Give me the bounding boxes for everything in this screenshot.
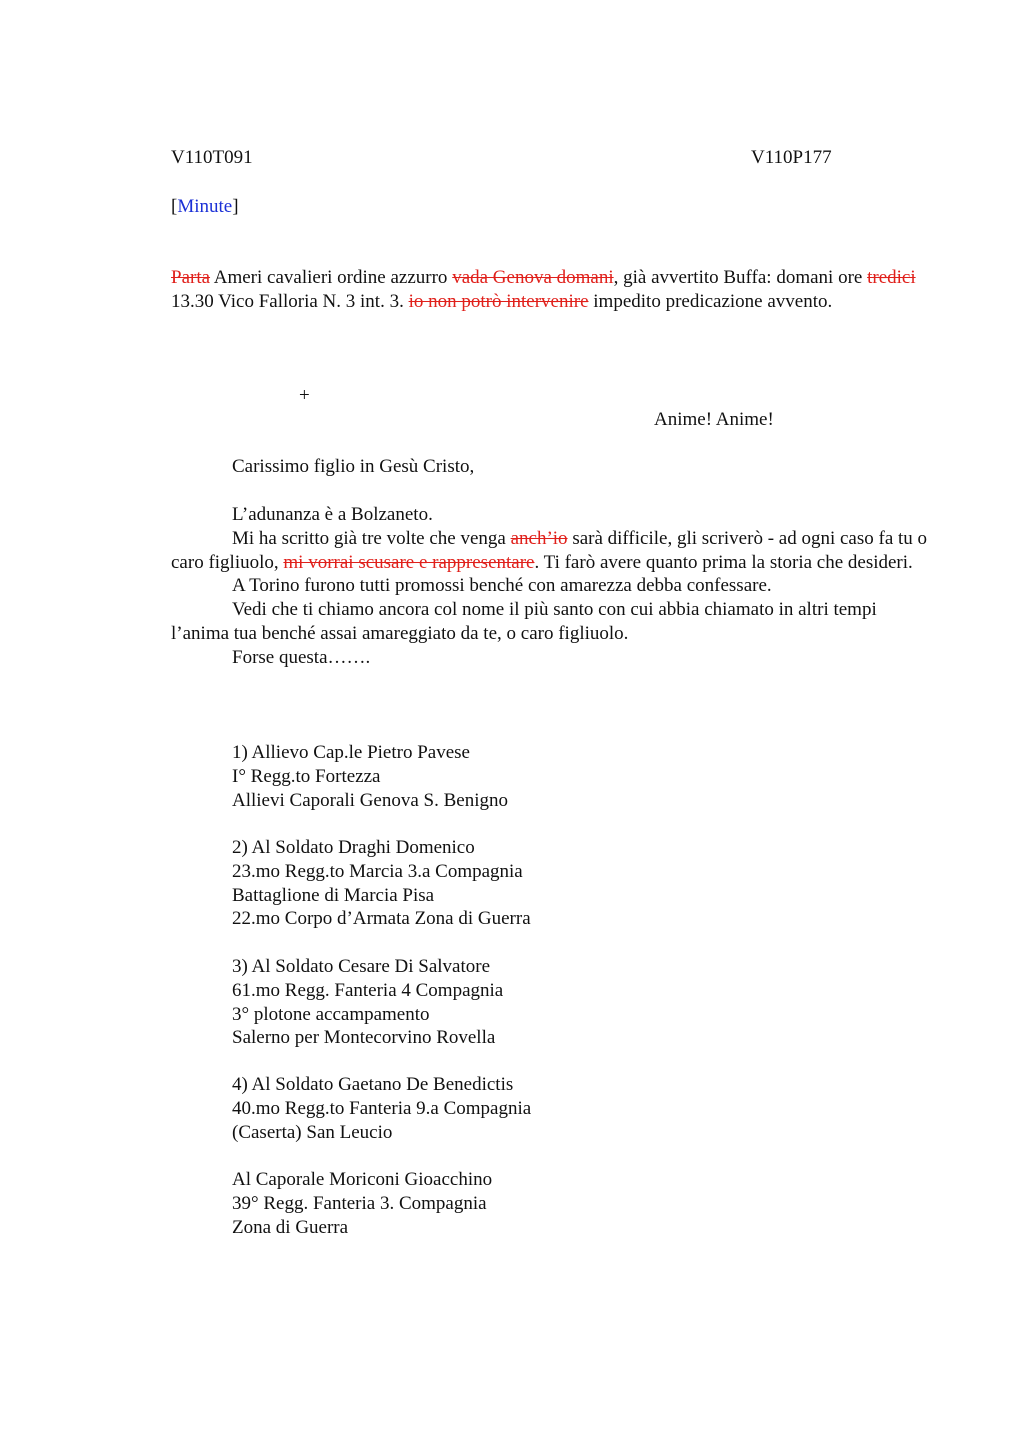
deleted-text: io non potrò intervenire	[408, 290, 589, 312]
bracket-open: [	[171, 196, 178, 217]
address-line: 1) Allievo Cap.le Pietro Pavese	[232, 742, 470, 763]
address-line: Zona di Guerra	[232, 1216, 349, 1238]
deleted-text: tredici	[867, 267, 916, 288]
address-line: 23.mo Regg.to Marcia 3.a Compagnia	[232, 860, 523, 882]
letter-text: Mi ha scritto già tre volte che venga	[232, 527, 511, 549]
address-line: Al Caporale Moriconi Gioacchino	[232, 1169, 493, 1190]
document-code-left: V110T091	[171, 147, 253, 168]
deleted-text: vada Genova domani	[452, 267, 614, 288]
address-line: 3) Al Soldato Cesare Di Salvatore	[232, 956, 491, 977]
telegram-text: , già avvertito Buffa: domani ore	[613, 267, 868, 288]
letter-paragraph: L’adunanza è a Bolzaneto.	[232, 504, 433, 525]
telegram-text: impedito predicazione avvento.	[588, 290, 833, 312]
address-line: Allievi Caporali Genova S. Benigno	[232, 789, 508, 811]
address-line: 2) Al Soldato Draghi Domenico	[232, 837, 475, 858]
letter-text: . Ti farò avere quanto prima la storia che desideri.	[534, 551, 913, 573]
motto: Anime! Anime!	[654, 409, 774, 430]
letter-body	[171, 503, 931, 670]
letter-paragraph: Vedi che ti chiamo ancora col nome il più santo con cui abbia chiamato in altri tempi l’anima tua benché assai amareggiato da te, o caro figliuolo.	[171, 599, 877, 644]
address-line: I° Regg.to Fortezza	[232, 765, 381, 787]
address-line: (Caserta) San Leucio	[232, 1121, 393, 1143]
letter-paragraph	[171, 527, 931, 575]
telegram-text: 13.30 Vico Falloria N. 3 int. 3.	[171, 290, 409, 312]
address-line: 4) Al Soldato Gaetano De Benedictis	[232, 1074, 514, 1095]
address-block-1	[232, 741, 508, 812]
address-line: 61.mo Regg. Fanteria 4 Compagnia	[232, 979, 504, 1001]
address-line: Salerno per Montecorvino Rovella	[232, 1027, 496, 1049]
deleted-text: anch’io	[510, 527, 568, 549]
minute-link: Minute	[177, 196, 233, 217]
address-line: 39° Regg. Fanteria 3. Compagnia	[232, 1192, 487, 1214]
address-line: 22.mo Corpo d’Armata Zona di Guerra	[232, 908, 531, 930]
deleted-text: Parta	[171, 267, 211, 288]
address-line: 40.mo Regg.to Fanteria 9.a Compagnia	[232, 1097, 532, 1119]
salutation: Carissimo figlio in Gesù Cristo,	[232, 456, 475, 477]
letter-paragraph: A Torino furono tutti promossi benché con amarezza debba confessare.	[232, 575, 772, 597]
address-block-5	[232, 1168, 492, 1239]
cross-symbol: +	[299, 385, 310, 406]
telegram-paragraph	[171, 266, 931, 314]
address-block-2	[232, 836, 531, 931]
deleted-text: mi vorrai scusare e rappresentare	[283, 551, 535, 573]
address-line: 3° plotone accampamento	[232, 1003, 430, 1025]
letter-paragraph: Forse questa…….	[232, 646, 371, 668]
document-code-right: V110P177	[751, 147, 832, 168]
address-line: Battaglione di Marcia Pisa	[232, 884, 435, 906]
address-block-4	[232, 1073, 531, 1144]
address-block-3	[232, 955, 503, 1050]
bracket-close: ]	[232, 196, 239, 217]
letter-text: sarà difficile, gli scriverò - ad ogni caso fa tu o caro figliuolo,	[171, 527, 928, 573]
telegram-text: Ameri cavalieri ordine azzurro	[210, 267, 453, 288]
minute-label	[171, 195, 239, 219]
